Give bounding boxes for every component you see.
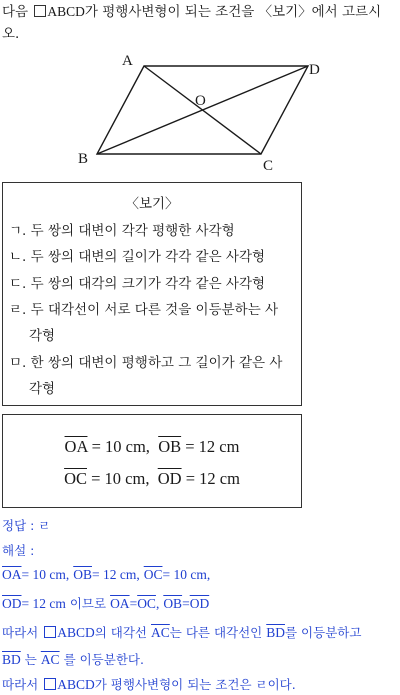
segment-oa: $\overline{OA}$ [2,567,22,582]
explanation-line-2 [2,594,209,612]
segment-oa: $\overline{OA}$ [64,437,88,456]
segment-oa-value: = 10 cm, [91,437,150,456]
center-label-o: O [195,93,206,109]
shape-name: ABCD [57,677,95,692]
segment-ob: $\overline{OB}$ [158,437,182,456]
segment-bd: $\overline{BD}$ [2,652,21,667]
body-text: 를 이등분한다. [63,652,144,667]
bogi-item-2: ㄴ. 두 쌍의 대변의 길이가 각각 같은 사각형 [9,249,266,265]
segment-ac: $\overline{AC}$ [40,652,60,667]
bogi-item-1: ㄱ. 두 쌍의 대변이 각각 평행한 사각형 [9,223,235,239]
segment-oa: $\overline{OA}$ [110,596,130,611]
question-prefix: 다음 [2,4,29,20]
square-symbol-icon [44,626,56,638]
value-text: = 10 cm, [162,567,211,582]
question-line2: 오. [2,26,20,42]
condition-line-2 [3,469,301,489]
condition-line-1 [3,437,301,457]
bogi-item-3: ㄷ. 두 쌍의 대각의 크기가 각각 같은 사각형 [9,276,266,292]
segment-ob-value: = 12 cm [185,437,240,456]
segment-oc: $\overline{OC}$ [143,567,163,582]
explanation-line-3 [2,623,361,641]
segment-od: $\overline{OD}$ [2,596,22,611]
bogi-title: 〈보기〉 [125,196,179,212]
value-text: = 12 cm [21,596,66,611]
answer-label: 정답 : ㄹ [2,518,51,533]
bogi-box [2,182,302,406]
value-text: = 10 cm, [21,567,70,582]
segment-oc: $\overline{OC}$ [64,469,87,488]
segment-ob: $\overline{OB}$ [73,567,92,582]
body-text: 가 평행사변형이 되는 조건은 ㄹ이다. [94,677,296,692]
separator: , [155,596,160,611]
segment-oc-value: = 10 cm, [91,469,150,488]
diagonal-bd [97,66,308,154]
segment-od: $\overline{OD}$ [189,596,210,611]
segment-oc: $\overline{OC}$ [137,596,156,611]
vertex-label-c: C [263,158,274,174]
body-text: 를 이등분하고 [285,625,362,640]
bogi-item-5: ㅁ. 한 쌍의 대변이 평행하고 그 길이가 같은 사 [9,355,283,371]
bogi-item-4-cont: 각형 [29,328,56,344]
explanation-line-1 [2,567,210,583]
explanation-label: 해설 : [2,543,35,558]
vertex-label-b: B [78,151,89,167]
body-text: 는 다른 대각선인 [169,625,263,640]
prefix-text: 따라서 [2,625,39,640]
bogi-item-5-cont: 각형 [29,381,56,397]
segment-ob: $\overline{OB}$ [163,596,183,611]
square-symbol-icon [44,678,56,690]
explanation-line-5 [2,675,296,693]
segment-ac: $\overline{AC}$ [151,625,170,640]
equals-sign: = [129,596,138,611]
parallelogram-figure [0,0,400,182]
segment-od: $\overline{OD}$ [157,469,182,488]
body-text: 는 [24,652,37,667]
equals-sign: = [182,596,190,611]
shape-name: ABCD [57,625,95,640]
explanation-line-4 [2,650,144,668]
condition-box [2,414,302,508]
vertex-label-a: A [122,53,133,69]
vertex-label-d: D [309,62,320,78]
question-rest: 가 평행사변형이 되는 조건을 〈보기〉에서 고르시 [84,4,382,20]
question-shape: ABCD [47,4,85,19]
bogi-item-4: ㄹ. 두 대각선이 서로 다른 것을 이등분하는 사 [9,302,279,318]
body-text: 의 대각선 [94,625,148,640]
segment-od-value: = 12 cm [185,469,240,488]
prefix-text: 따라서 [2,677,39,692]
value-text: = 12 cm, [91,567,140,582]
segment-bd: $\overline{BD}$ [266,625,285,640]
connective-text: 이므로 [69,596,107,611]
